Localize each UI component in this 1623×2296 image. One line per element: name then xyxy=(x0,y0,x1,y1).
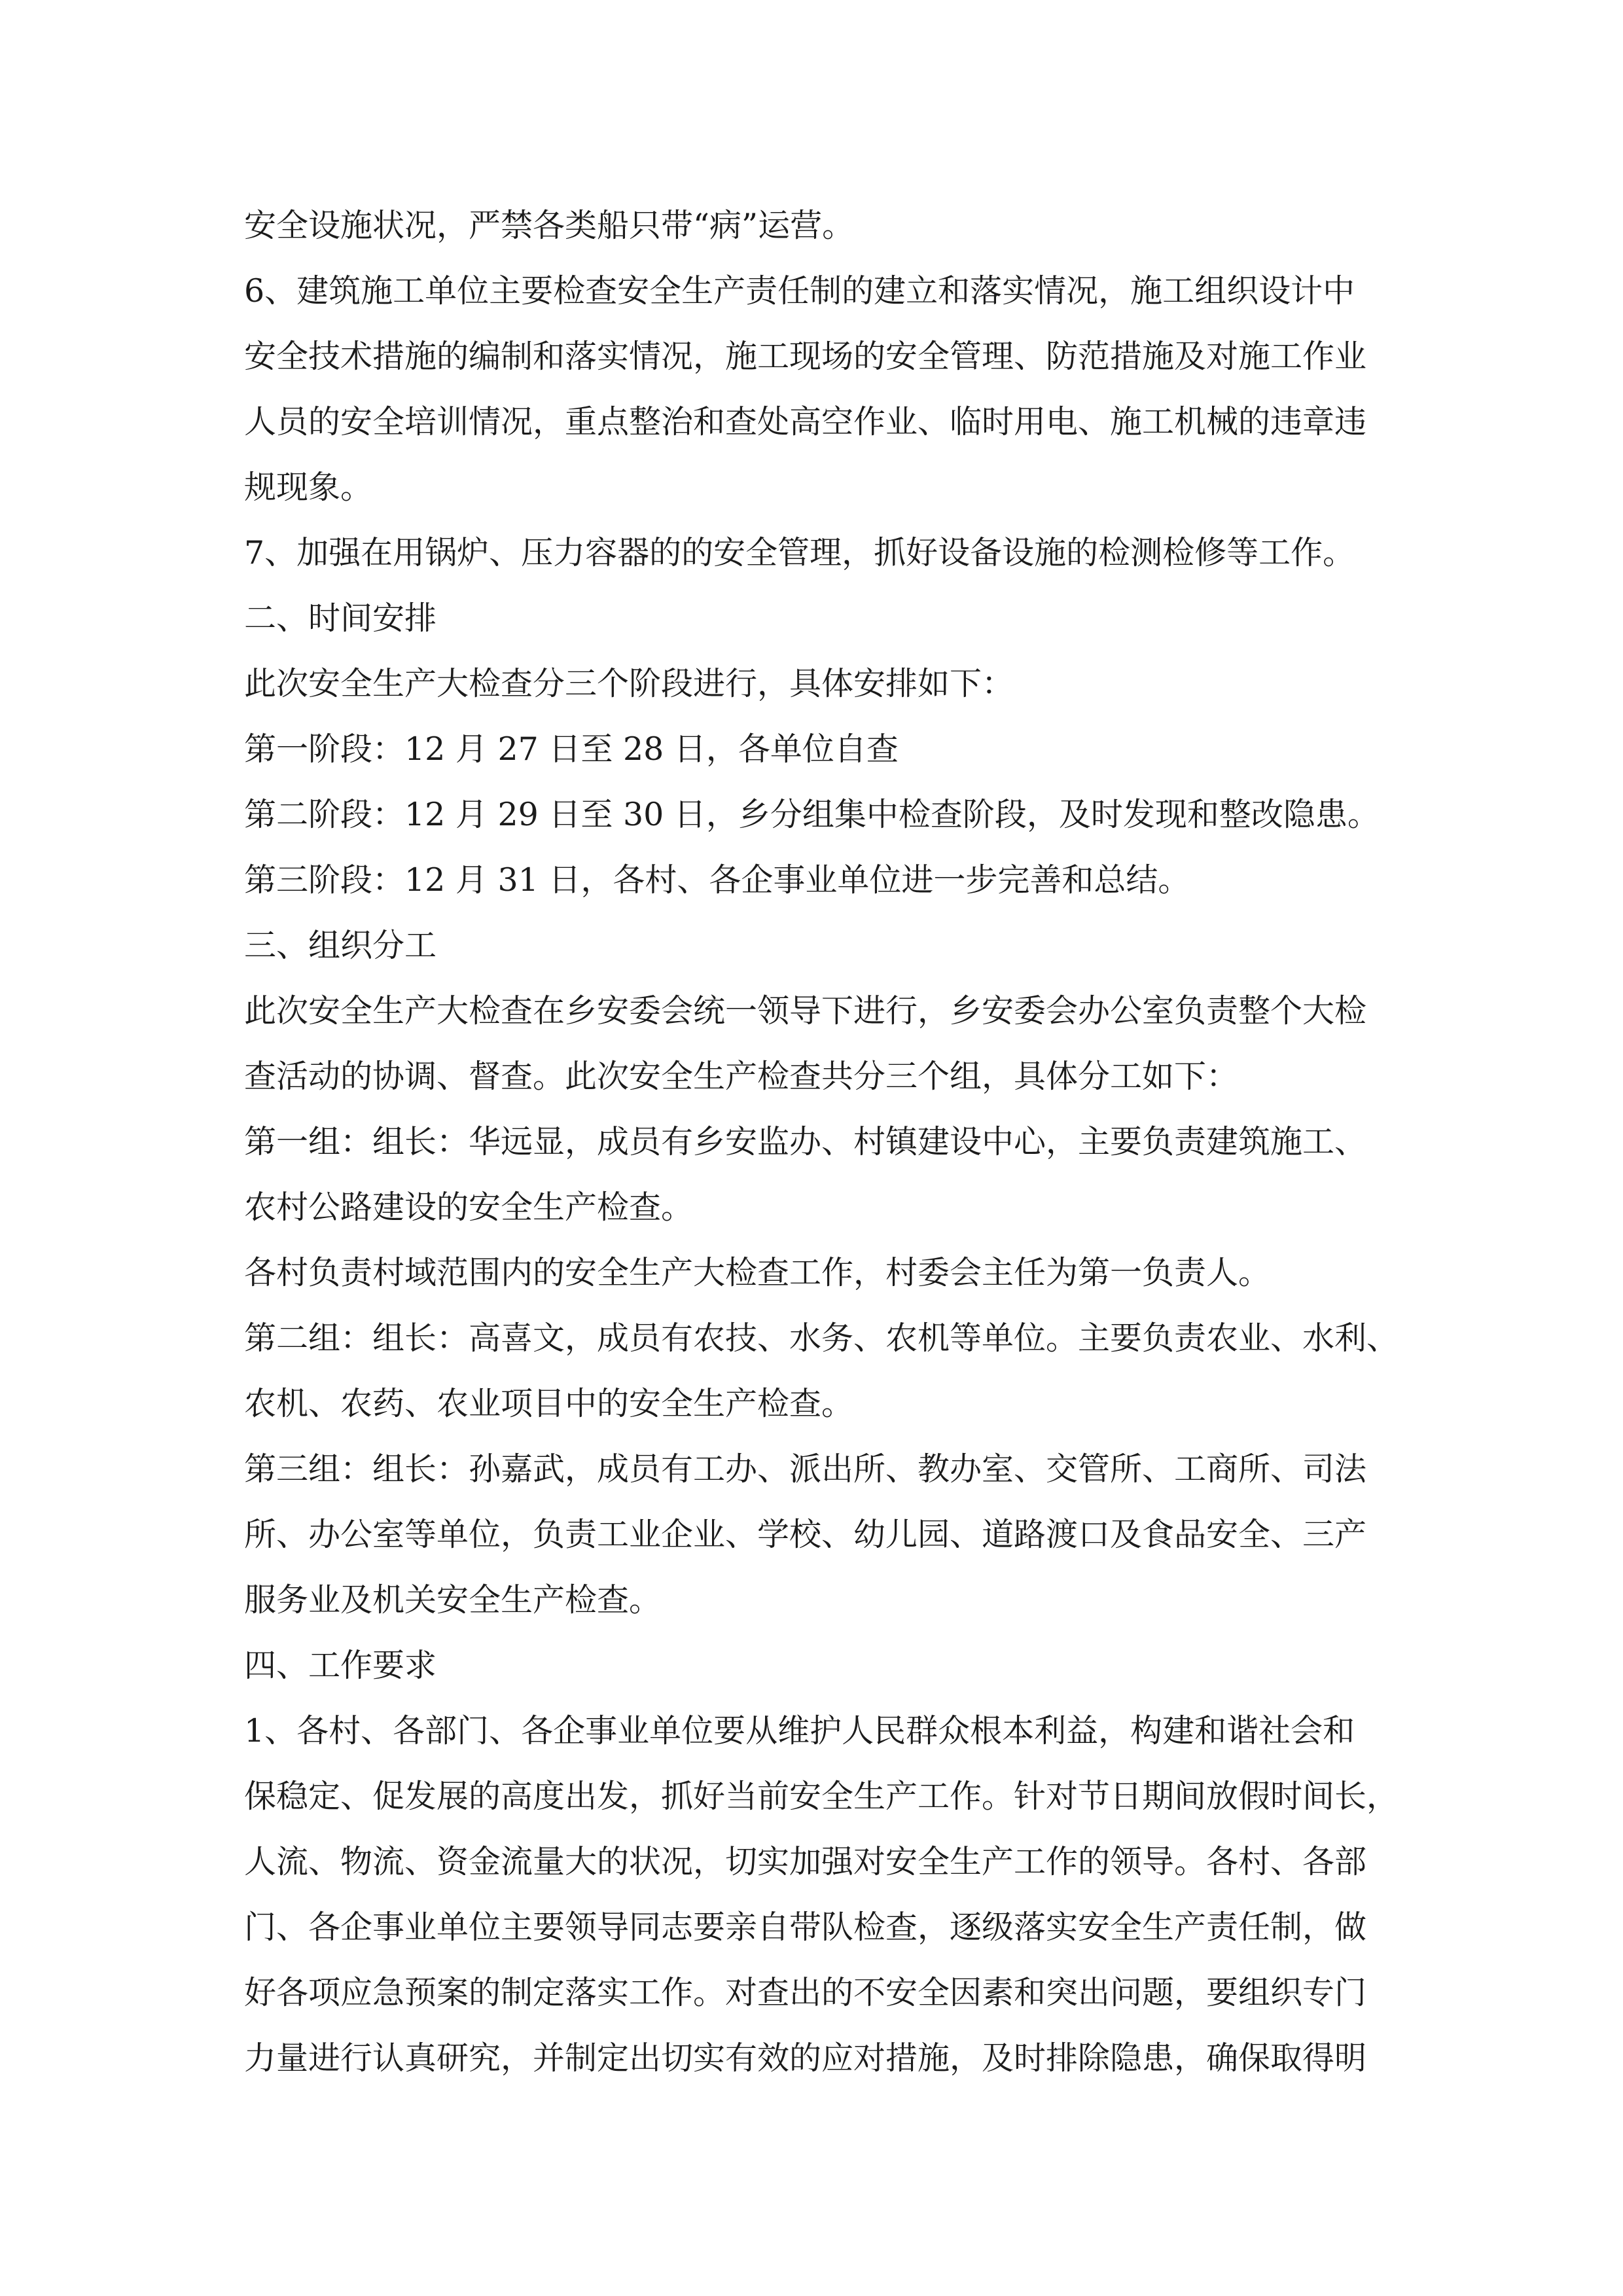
section-heading: 二、时间安排 xyxy=(244,600,437,637)
text-line: 6、建筑施工单位主要检查安全生产责任制的建立和落实情况，施工组织设计中 xyxy=(244,272,1355,310)
text-line: 第二组：组长：高喜文，成员有农技、水务、农机等单位。主要负责农业、水利、 xyxy=(244,1319,1399,1357)
section-heading: 四、工作要求 xyxy=(244,1647,437,1684)
text-line: 第一组：组长：华远显，成员有乡安监办、村镇建设中心，主要负责建筑施工、 xyxy=(244,1123,1367,1160)
text-line: 第一阶段：12 月 27 日至 28 日，各单位自查 xyxy=(244,730,899,768)
text-line: 好各项应急预案的制定落实工作。对查出的不安全因素和突出问题，要组织专门 xyxy=(244,1974,1367,2011)
text-line: 第三组：组长：孙嘉武，成员有工办、派出所、教办室、交管所、工商所、司法 xyxy=(244,1450,1367,1488)
text-line: 此次安全生产大检查分三个阶段进行，具体安排如下： xyxy=(244,665,1014,702)
text-line: 安全技术措施的编制和落实情况，施工现场的安全管理、防范措施及对施工作业 xyxy=(244,338,1367,375)
text-line: 第二阶段：12 月 29 日至 30 日，乡分组集中检查阶段，及时发现和整改隐患。 xyxy=(244,796,1380,833)
text-line: 保稳定、促发展的高度出发，抓好当前安全生产工作。针对节日期间放假时间长， xyxy=(244,1778,1399,1815)
text-line: 门、各企事业单位主要领导同志要亲自带队检查，逐级落实安全生产责任制，做 xyxy=(244,1909,1367,1946)
text-line: 农村公路建设的安全生产检查。 xyxy=(244,1189,694,1226)
text-line: 第三阶段：12 月 31 日，各村、各企事业单位进一步完善和总结。 xyxy=(244,861,1190,899)
text-line: 力量进行认真研究，并制定出切实有效的应对措施，及时排除隐患，确保取得明 xyxy=(244,2039,1367,2077)
text-line: 此次安全生产大检查在乡安委会统一领导下进行，乡安委会办公室负责整个大检 xyxy=(244,992,1367,1030)
text-line: 各村负责村域范围内的安全生产大检查工作，村委会主任为第一负责人。 xyxy=(244,1254,1271,1291)
section-heading: 三、组织分工 xyxy=(244,927,437,964)
text-line: 规现象。 xyxy=(244,469,373,506)
text-line: 7、加强在用锅炉、压力容器的的安全管理，抓好设备设施的检测检修等工作。 xyxy=(244,534,1355,571)
text-line: 服务业及机关安全生产检查。 xyxy=(244,1581,662,1619)
text-line: 所、办公室等单位，负责工业企业、学校、幼儿园、道路渡口及食品安全、三产 xyxy=(244,1516,1367,1553)
text-line: 人流、物流、资金流量大的状况，切实加强对安全生产工作的领导。各村、各部 xyxy=(244,1843,1367,1880)
text-line: 农机、农药、农业项目中的安全生产检查。 xyxy=(244,1385,854,1422)
text-line: 查活动的协调、督查。此次安全生产检查共分三个组，具体分工如下： xyxy=(244,1058,1239,1095)
text-line: 人员的安全培训情况，重点整治和查处高空作业、临时用电、施工机械的违章违 xyxy=(244,403,1367,440)
text-line: 安全设施状况，严禁各类船只带“病”运营。 xyxy=(244,207,855,244)
text-line: 1、各村、各部门、各企事业单位要从维护人民群众根本利益，构建和谐社会和 xyxy=(244,1712,1355,1749)
